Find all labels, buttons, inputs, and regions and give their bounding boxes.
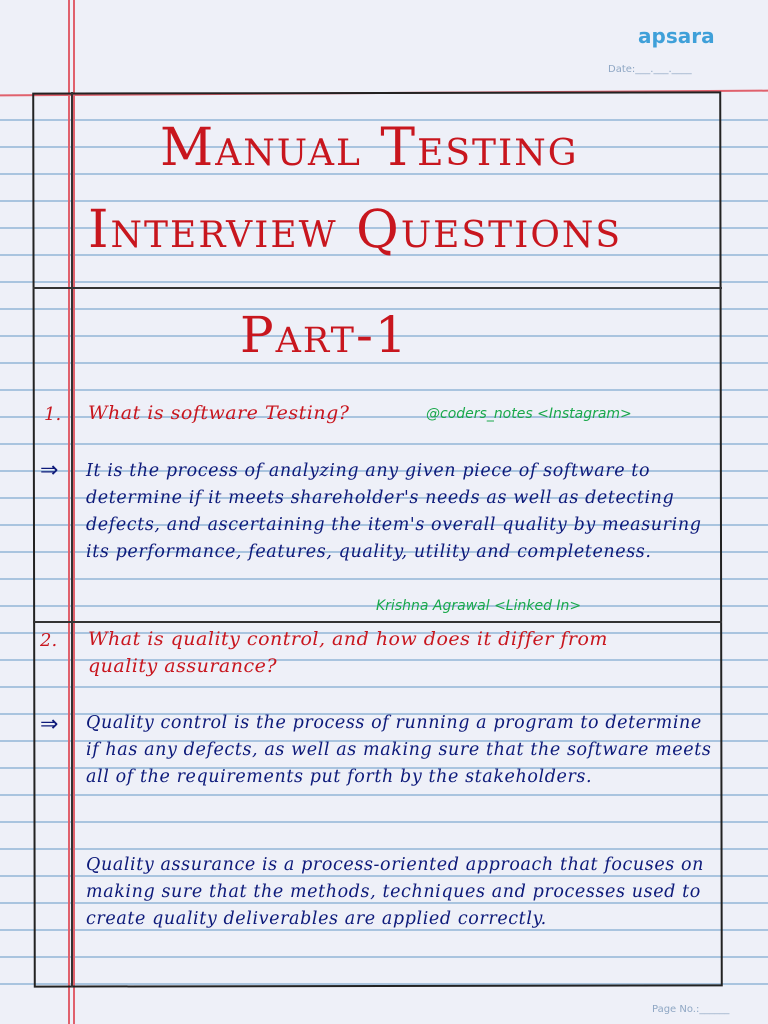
question-text-line-1: What is quality control, and how does it differ from [88,628,608,650]
question-divider [33,621,722,623]
answer-arrow-icon: ⇒ [40,712,59,737]
frame-divider-vertical [71,92,73,987]
title-line-2: Interview Questions [88,200,623,260]
instagram-credit: @coders_notes <Instagram> [426,406,632,422]
author-credit: Krishna Agrawal <Linked In> [376,598,582,614]
part-title: Part-1 [240,306,409,364]
date-label: Date [608,64,632,75]
answer-paragraph-1: Quality control is the process of running a program to determine if has any defects, as well as making sure that the software meets all of the requirements put forth by the stakeholders. [86,713,712,787]
page-number-label: Page No. [652,1004,696,1015]
brand-logo: apsara [638,24,715,48]
date-field [608,64,692,75]
title-line-1: Manual Testing [160,118,579,178]
question-text: What is software Testing? [88,402,350,424]
question-text-line-2: quality assurance? [88,655,278,677]
question-number: 1. [44,404,62,425]
page-number-blank: :______ [696,1004,730,1015]
answer-text: It is the process of analyzing any given piece of software to determine if it meets shareholder's needs as well as detecting defects, and ascertaining the item's overall quality by measuring its performance, features, quality, utility and completeness. [86,461,702,562]
date-blank: :___.___.____ [631,64,692,75]
title-divider [33,287,722,289]
page-number-field [652,1004,729,1015]
answer-paragraph-2: Quality assurance is a process-oriented approach that focuses on making sure that the methods, techniques and processes used to create quality deliverables are applied correctly. [86,855,705,929]
answer-arrow-icon: ⇒ [40,458,59,483]
question-number: 2. [40,630,58,651]
page-header-area [0,0,768,96]
